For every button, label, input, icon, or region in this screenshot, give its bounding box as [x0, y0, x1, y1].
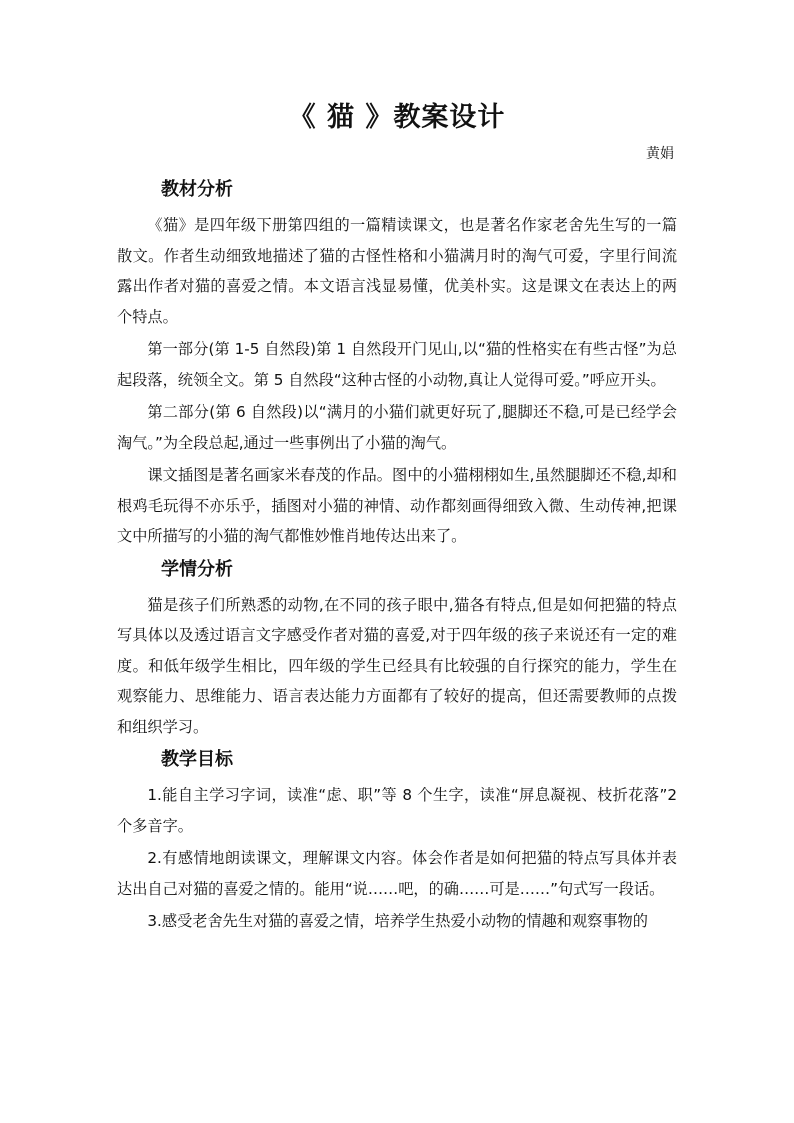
document-body: [117, 174, 677, 939]
goal-item: 2.有感情地朗读课文，理解课文内容。体会作者是如何把猫的特点写具体并表达出自己对猫的喜爱之情的。能用“说……吧，的确……可是……”句式写一段话。: [117, 849, 677, 898]
goal-item: 1.能自主学习字词，读准“虑、职”等 8 个生字，读准“屏息凝视、枝折花落”2 个多音字。: [117, 786, 677, 835]
section-heading-learner-analysis: 学情分析: [161, 558, 233, 580]
goal-item: 3.感受老舍先生对猫的喜爱之情，培养学生热爱小动物的情趣和观察事物的: [147, 912, 648, 930]
paragraph: 第一部分(第 1-5 自然段)第 1 自然段开门见山,以“猫的性格实在有些古怪”为总起段落，统领全文。第 5 自然段“这种古怪的小动物,真让人觉得可爱。”呼应开头。: [117, 340, 677, 389]
document-title: 《 猫 》教案设计: [288, 102, 506, 133]
paragraph: 猫是孩子们所熟悉的动物,在不同的孩子眼中,猫各有特点,但是如何把猫的特点写具体以及透过语言文字感受作者对猫的喜爱,对于四年级的孩子来说还有一定的难度。和低年级学生相比，四年级的学生已经具有比较强的自行探究的能力，学生在观察能力、思维能力、语言表达能力方面都有了较好的提高，但还需要教师的点拨和组织学习。: [117, 595, 677, 736]
author-name: 黄娟: [646, 146, 674, 162]
section-heading-teaching-goals: 教学目标: [161, 749, 233, 770]
section-heading-textbook-analysis: 教材分析: [161, 179, 233, 200]
paragraph: 《猫》是四年级下册第四组的一篇精读课文，也是著名作家老舍先生写的一篇散文。作者生动细致地描述了猫的古怪性格和小猫满月时的淘气可爱，字里行间流露出作者对猫的喜爱之情。本文语言浅显易懂，优美朴实。这是课文在表达上的两个特点。: [117, 216, 677, 326]
paragraph: 课文插图是著名画家米春茂的作品。图中的小猫栩栩如生,虽然腿脚还不稳,却和根鸡毛玩得不亦乐乎，插图对小猫的神情、动作都刻画得细致入微、生动传神,把课文中所描写的小猫的淘气都惟妙惟肖地传达出来了。: [117, 466, 677, 545]
paragraph: 第二部分(第 6 自然段)以“满月的小猫们就更好玩了,腿脚还不稳,可是已经学会淘气。”为全段总起,通过一些事例出了小猫的淘气。: [117, 403, 677, 452]
